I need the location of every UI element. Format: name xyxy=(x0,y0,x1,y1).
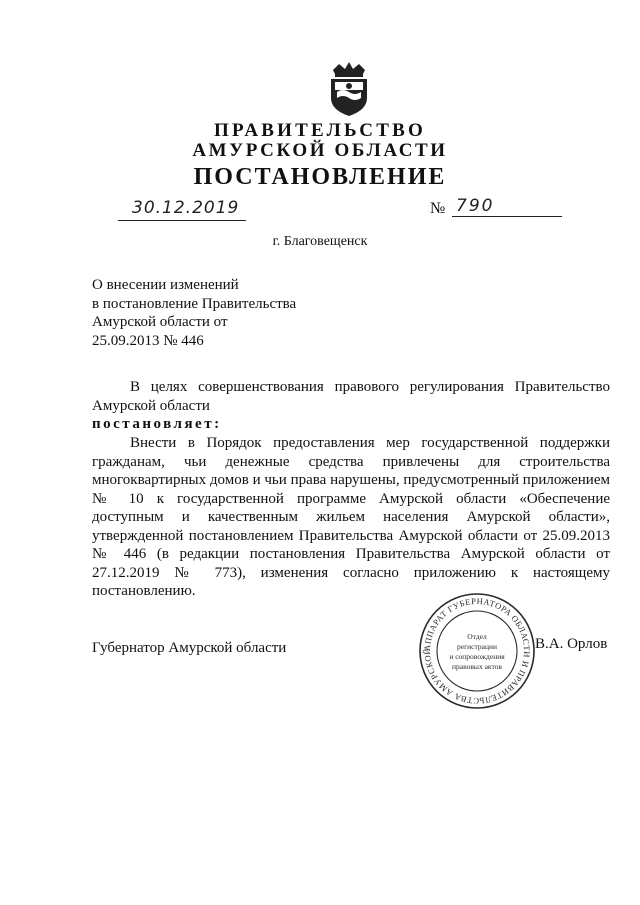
subject-line: в постановление Правительства xyxy=(92,295,297,312)
subject-block xyxy=(92,276,296,350)
subject-line: Амурской области от xyxy=(92,314,228,330)
city: г. Благовещенск xyxy=(272,234,368,249)
preamble-paragraph: В целях совершенствования правового регулирования Правительство Амурской области xyxy=(92,379,610,414)
resolves-word: постановляет: xyxy=(92,416,222,432)
stamp-line: и сопровождения xyxy=(449,652,505,661)
official-stamp xyxy=(418,592,536,710)
number-underline xyxy=(452,216,562,217)
stamp-line: правовых актов xyxy=(452,662,502,671)
document-type: ПОСТАНОВЛЕНИЕ xyxy=(193,164,447,190)
government-title: ПРАВИТЕЛЬСТВО xyxy=(214,120,426,141)
document-number: 790 xyxy=(456,196,495,216)
region-title: АМУРСКОЙ ОБЛАСТИ xyxy=(192,140,448,161)
stamp-ring-text: АППАРАТ ГУБЕРНАТОРА ОБЛАСТИ И ПРАВИТЕЛЬСТВА АМУРСКОЙ xyxy=(421,595,533,707)
signatory-position: Губернатор Амурской области xyxy=(92,640,287,656)
number-label: № xyxy=(430,200,446,217)
coat-of-arms-icon xyxy=(325,60,373,118)
signatory-name: В.А. Орлов xyxy=(535,636,608,652)
main-paragraph: Внести в Порядок предоставления мер государственной поддержки гражданам, чьи денежные средства привлечены для строительства многоквартирных домов и чьи права нарушены, предусмотренный приложением № 10 к государственной программе Амурской области «Обеспечение доступным и качественным жильем населения Амурской области», утвержденной постановлением Правительства Амурской области от 25.09.2013 № 446 (в редакции постановления Правительства Амурской области от 27.12.2019 № 773), изменения согласно приложению к настоящему постановлению. xyxy=(92,435,610,599)
stamp-line: регистрации xyxy=(457,642,497,651)
date-underline xyxy=(118,220,246,221)
document-date: 30.12.2019 xyxy=(132,198,240,218)
subject-line: 25.09.2013 № 446 xyxy=(92,332,204,349)
subject-line: О внесении изменений xyxy=(92,277,239,293)
stamp-line: Отдел xyxy=(467,632,487,641)
